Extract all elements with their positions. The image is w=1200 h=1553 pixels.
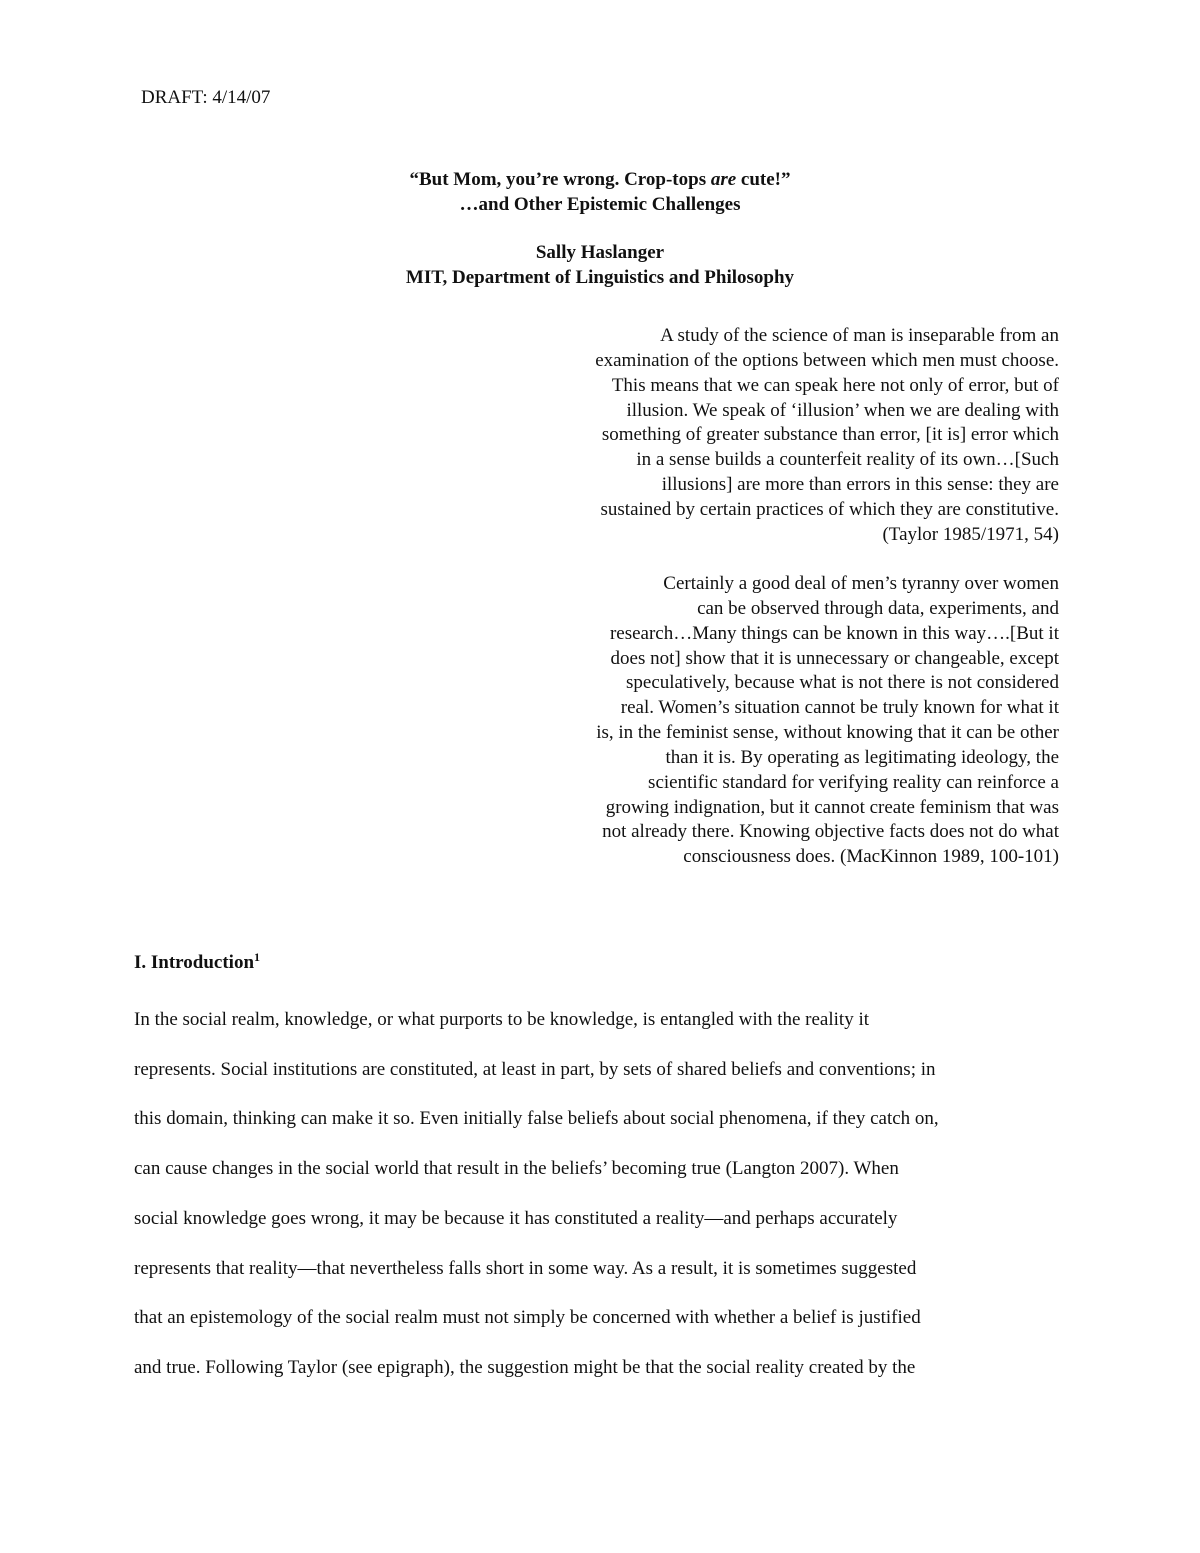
draft-date-label: DRAFT: 4/14/07 — [141, 87, 271, 108]
epigraph-line: scientific standard for verifying reality can reinforce a — [648, 771, 1059, 793]
epigraph-mackinnon — [499, 572, 1059, 870]
body-line: represents that reality—that nevertheless falls short in some way. As a result, it is sometimes suggested — [134, 1257, 917, 1279]
epigraph-line: not already there. Knowing objective facts does not do what — [602, 821, 1059, 843]
paper-title — [0, 168, 1200, 217]
epigraph-line: something of greater substance than error, [it is] error which — [601, 424, 1059, 446]
body-line: and true. Following Taylor (see epigraph), the suggestion might be that the social reality created by the — [134, 1356, 916, 1378]
epigraph-line: does not] show that it is unnecessary or changeable, except — [610, 647, 1059, 669]
body-line: can cause changes in the social world that result in the beliefs’ becoming true (Langton 2007). When — [134, 1158, 899, 1180]
section-heading-introduction — [134, 945, 260, 975]
body-line: In the social realm, knowledge, or what purports to be knowledge, is entangled with the reality it — [134, 1009, 869, 1030]
epigraph-line: is, in the feminist sense, without knowing that it can be other — [596, 722, 1059, 744]
epigraph-line: Certainly a good deal of men’s tyranny over women — [663, 573, 1059, 594]
epigraph-line: examination of the options between which men must choose. — [595, 349, 1059, 371]
body-line: social knowledge goes wrong, it may be because it has constituted a reality—and perhaps accurately — [134, 1207, 898, 1229]
epigraph-line: sustained by certain practices of which they are constitutive. — [600, 498, 1059, 520]
author-affiliation: MIT, Department of Linguistics and Philosophy — [405, 266, 795, 288]
epigraph-line: illusions] are more than errors in this sense: they are — [661, 474, 1059, 496]
body-line: represents. Social institutions are constituted, at least in part, by sets of shared beliefs and conventions; in — [134, 1058, 936, 1080]
epigraph-line: illusion. We speak of ‘illusion’ when we are dealing with — [626, 399, 1059, 421]
footnote-marker[interactable]: 1 — [254, 950, 261, 964]
epigraph-line: speculatively, because what is not there is not considered — [626, 672, 1059, 694]
section-heading-text: I. Introduction — [134, 952, 255, 973]
title-line-1-post: cute!” — [736, 169, 791, 190]
body-line: this domain, thinking can make it so. Even initially false beliefs about social phenomena, if they catch on, — [134, 1108, 939, 1130]
epigraph-line: consciousness does. (MacKinnon 1989, 100-101) — [683, 846, 1059, 868]
epigraph-line: This means that we can speak here not only of error, but of — [611, 374, 1059, 396]
epigraph-taylor — [499, 324, 1059, 548]
epigraph-line: can be observed through data, experiments, and — [697, 597, 1059, 619]
title-line-1 — [0, 168, 1200, 193]
author-block — [0, 241, 1200, 290]
body-line: that an epistemology of the social realm must not simply be concerned with whether a belief is justified — [134, 1307, 921, 1329]
epigraph-line: in a sense builds a counterfeit reality of its own…[Such — [636, 449, 1059, 471]
epigraph-citation: (Taylor 1985/1971, 54) — [882, 523, 1059, 545]
epigraph-line: than it is. By operating as legitimating ideology, the — [665, 746, 1059, 768]
body-paragraph — [134, 995, 1074, 1393]
title-line-2: …and Other Epistemic Challenges — [459, 193, 741, 215]
epigraph-line: growing indignation, but it cannot create feminism that was — [605, 796, 1059, 818]
epigraph-line: research…Many things can be known in this way….[But it — [609, 622, 1059, 644]
epigraph-line: A study of the science of man is inseparable from an — [660, 325, 1059, 346]
epigraph-line: real. Women’s situation cannot be truly known for what it — [620, 697, 1059, 719]
author-name: Sally Haslanger — [535, 242, 665, 263]
title-line-1-pre: “But Mom, you’re wrong. Crop-tops — [409, 169, 711, 190]
title-line-1-emphasis: are — [710, 169, 737, 190]
